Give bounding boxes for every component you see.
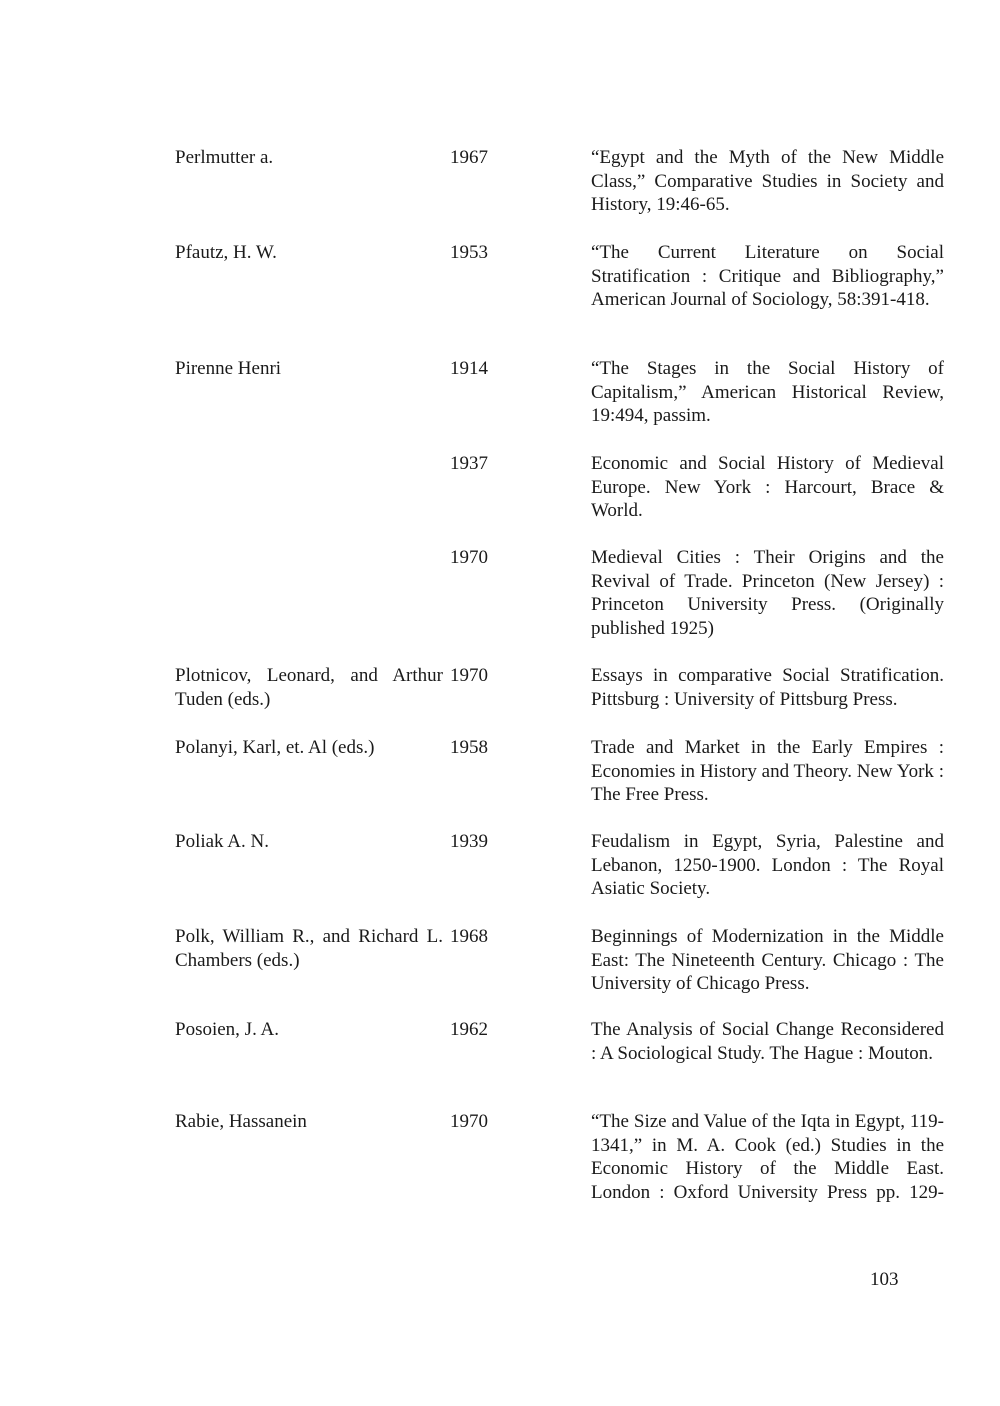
entry-year: 1970 <box>450 547 488 568</box>
entry-year: 1967 <box>450 147 488 168</box>
page-number: 103 <box>870 1269 899 1290</box>
entry-author: Poliak A. N. <box>175 831 269 852</box>
entry-reference: Feudalism in Egypt, Syria, Palestine and Lebanon, 1250-1900. London : The Royal Asiatic Society. <box>591 831 944 899</box>
entry-year: 1937 <box>450 453 488 474</box>
entry-reference: Beginnings of Modernization in the Middle East: The Nineteenth Century. Chicago : The University of Chicago Press. <box>591 926 944 994</box>
entry-reference: “The Size and Value of the Iqta in Egypt, 119-1341,” in M. A. Cook (ed.) Studies in the Economic History of the Middle East. London : Oxford University Press pp. 129- <box>591 1111 944 1203</box>
entry-author: Pirenne Henri <box>175 358 282 379</box>
entry-author: Pfautz, H. W. <box>175 242 277 263</box>
entry-year: 1970 <box>450 1111 488 1132</box>
entry-year: 1953 <box>450 242 488 263</box>
entry-year: 1962 <box>450 1019 488 1040</box>
entry-reference: “Egypt and the Myth of the New Middle Class,” Comparative Studies in Society and History, 19:46-65. <box>591 147 944 215</box>
entry-year: 1958 <box>450 737 488 758</box>
entry-author: Polk, William R., and Richard L. Chambers (eds.) <box>175 926 443 971</box>
entry-year: 1914 <box>450 358 488 379</box>
entry-reference: Medieval Cities : Their Origins and the Revival of Trade. Princeton (New Jersey) : Princeton University Press. (Originally published 1925) <box>591 547 944 639</box>
entry-year: 1970 <box>450 665 488 686</box>
entry-reference: Trade and Market in the Early Empires : Economies in History and Theory. New York : The Free Press. <box>591 737 944 805</box>
entry-author: Polanyi, Karl, et. Al (eds.) <box>175 737 375 758</box>
entry-author: Plotnicov, Leonard, and Arthur Tuden (eds.) <box>175 665 443 710</box>
entry-reference: “The Current Literature on Social Stratification : Critique and Bibliography,” American Journal of Sociology, 58:391-418. <box>591 242 944 310</box>
entry-author: Perlmutter a. <box>175 147 274 168</box>
entry-year: 1968 <box>450 926 488 947</box>
entry-reference: “The Stages in the Social History of Capitalism,” American Historical Review, 19:494, passim. <box>591 358 944 426</box>
entry-reference: Economic and Social History of Medieval Europe. New York : Harcourt, Brace & World. <box>591 453 944 521</box>
entry-reference: The Analysis of Social Change Reconsidered : A Sociological Study. The Hague : Mouton. <box>591 1019 944 1064</box>
entry-reference: Essays in comparative Social Stratification. Pittsburg : University of Pittsburg Press. <box>591 665 944 710</box>
entry-author: Rabie, Hassanein <box>175 1111 307 1132</box>
entry-year: 1939 <box>450 831 488 852</box>
entry-author: Posoien, J. A. <box>175 1019 279 1040</box>
